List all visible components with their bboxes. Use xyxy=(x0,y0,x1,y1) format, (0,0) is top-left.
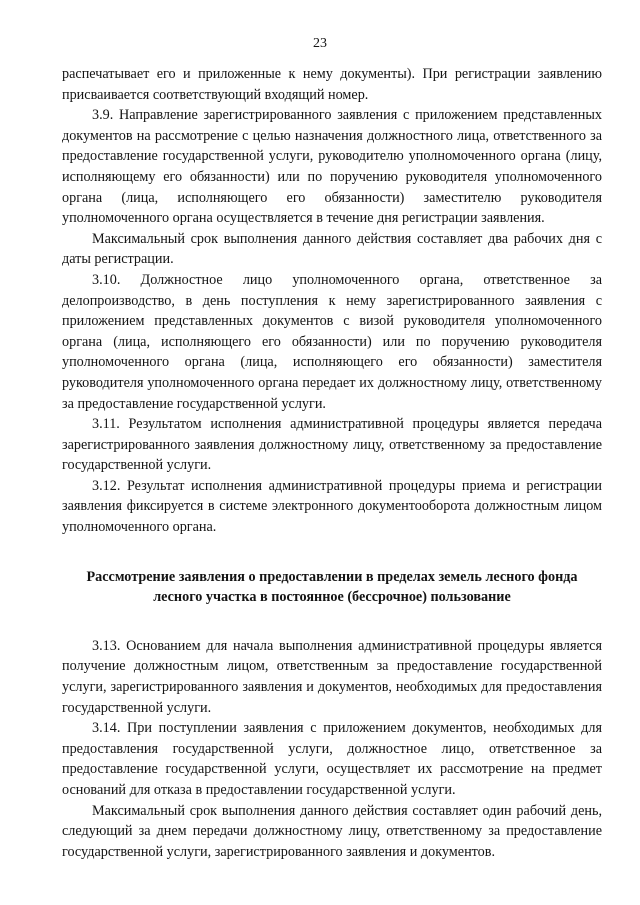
paragraph-3-12: 3.12. Результат исполнения административной процедуры приема и регистрации заявления фиксируется в системе электронного документооборота должностным лицом уполномоченного органа. xyxy=(62,477,602,536)
document-body xyxy=(62,64,602,862)
paragraph-3-9: 3.9. Направление зарегистрированного заявления с приложением представленных документов на рассмотрение с целью назначения должностного лица, ответственного за предоставление государственной услуги, руководителю уполномоченного органа (лицу, исполняющему его обязанности) или по поручению руководителя уполномоченного органа (лица, исполняющего его обязанности) заместителю руководителя уполномоченного органа осуществляется в течение дня регистрации заявления. xyxy=(62,107,602,227)
paragraph-max-term-2-days: Максимальный срок выполнения данного действия составляет два рабочих дня с даты регистрации. xyxy=(62,230,602,268)
paragraph-3-14: 3.14. При поступлении заявления с приложением документов, необходимых для предоставления государственной услуги, должностное лицо, ответственное за предоставление государственной услуги, осуществляет их рассмотрение на предмет оснований для отказа в предоставлении государственной услуги. xyxy=(62,720,602,798)
paragraph-3-11: 3.11. Результатом исполнения административной процедуры является передача зарегистрированного заявления должностному лицу, ответственному за предоставление государственной услуги. xyxy=(62,416,602,474)
page-number: 23 xyxy=(313,36,327,51)
paragraph-3-13: 3.13. Основанием для начала выполнения административной процедуры является получение должностным лицом, ответственным за предоставление государственной услуги, зарегистрированного заявления и документов, необходимых для предоставления государственной услуги. xyxy=(62,637,602,716)
paragraph-continuation: распечатывает его и приложенные к нему документы). При регистрации заявлению присваивается соответствующий входящий номер. xyxy=(62,66,602,103)
section-heading: Рассмотрение заявления о предоставлении в пределах земель лесного фонда лесного участка в постоянное (бессрочное) пользование xyxy=(86,568,578,606)
paragraph-max-term-1-day: Максимальный срок выполнения данного действия составляет один рабочий день, следующий за днем передачи должностному лицу, ответственному за предоставление государственной услуги, зарегистрированного заявления и документов. xyxy=(62,802,602,860)
paragraph-3-10: 3.10. Должностное лицо уполномоченного органа, ответственное за делопроизводство, в день поступления к нему зарегистрированного заявления с приложением представленных документов с визой руководителя уполномоченного органа (лица, исполняющего его обязанности) или по поручению руководителя уполномоченного органа (лица, исполняющего его обязанности) заместителя руководителя уполномоченного органа передает их должностному лицу, ответственному за предоставление государственной услуги. xyxy=(62,271,602,412)
